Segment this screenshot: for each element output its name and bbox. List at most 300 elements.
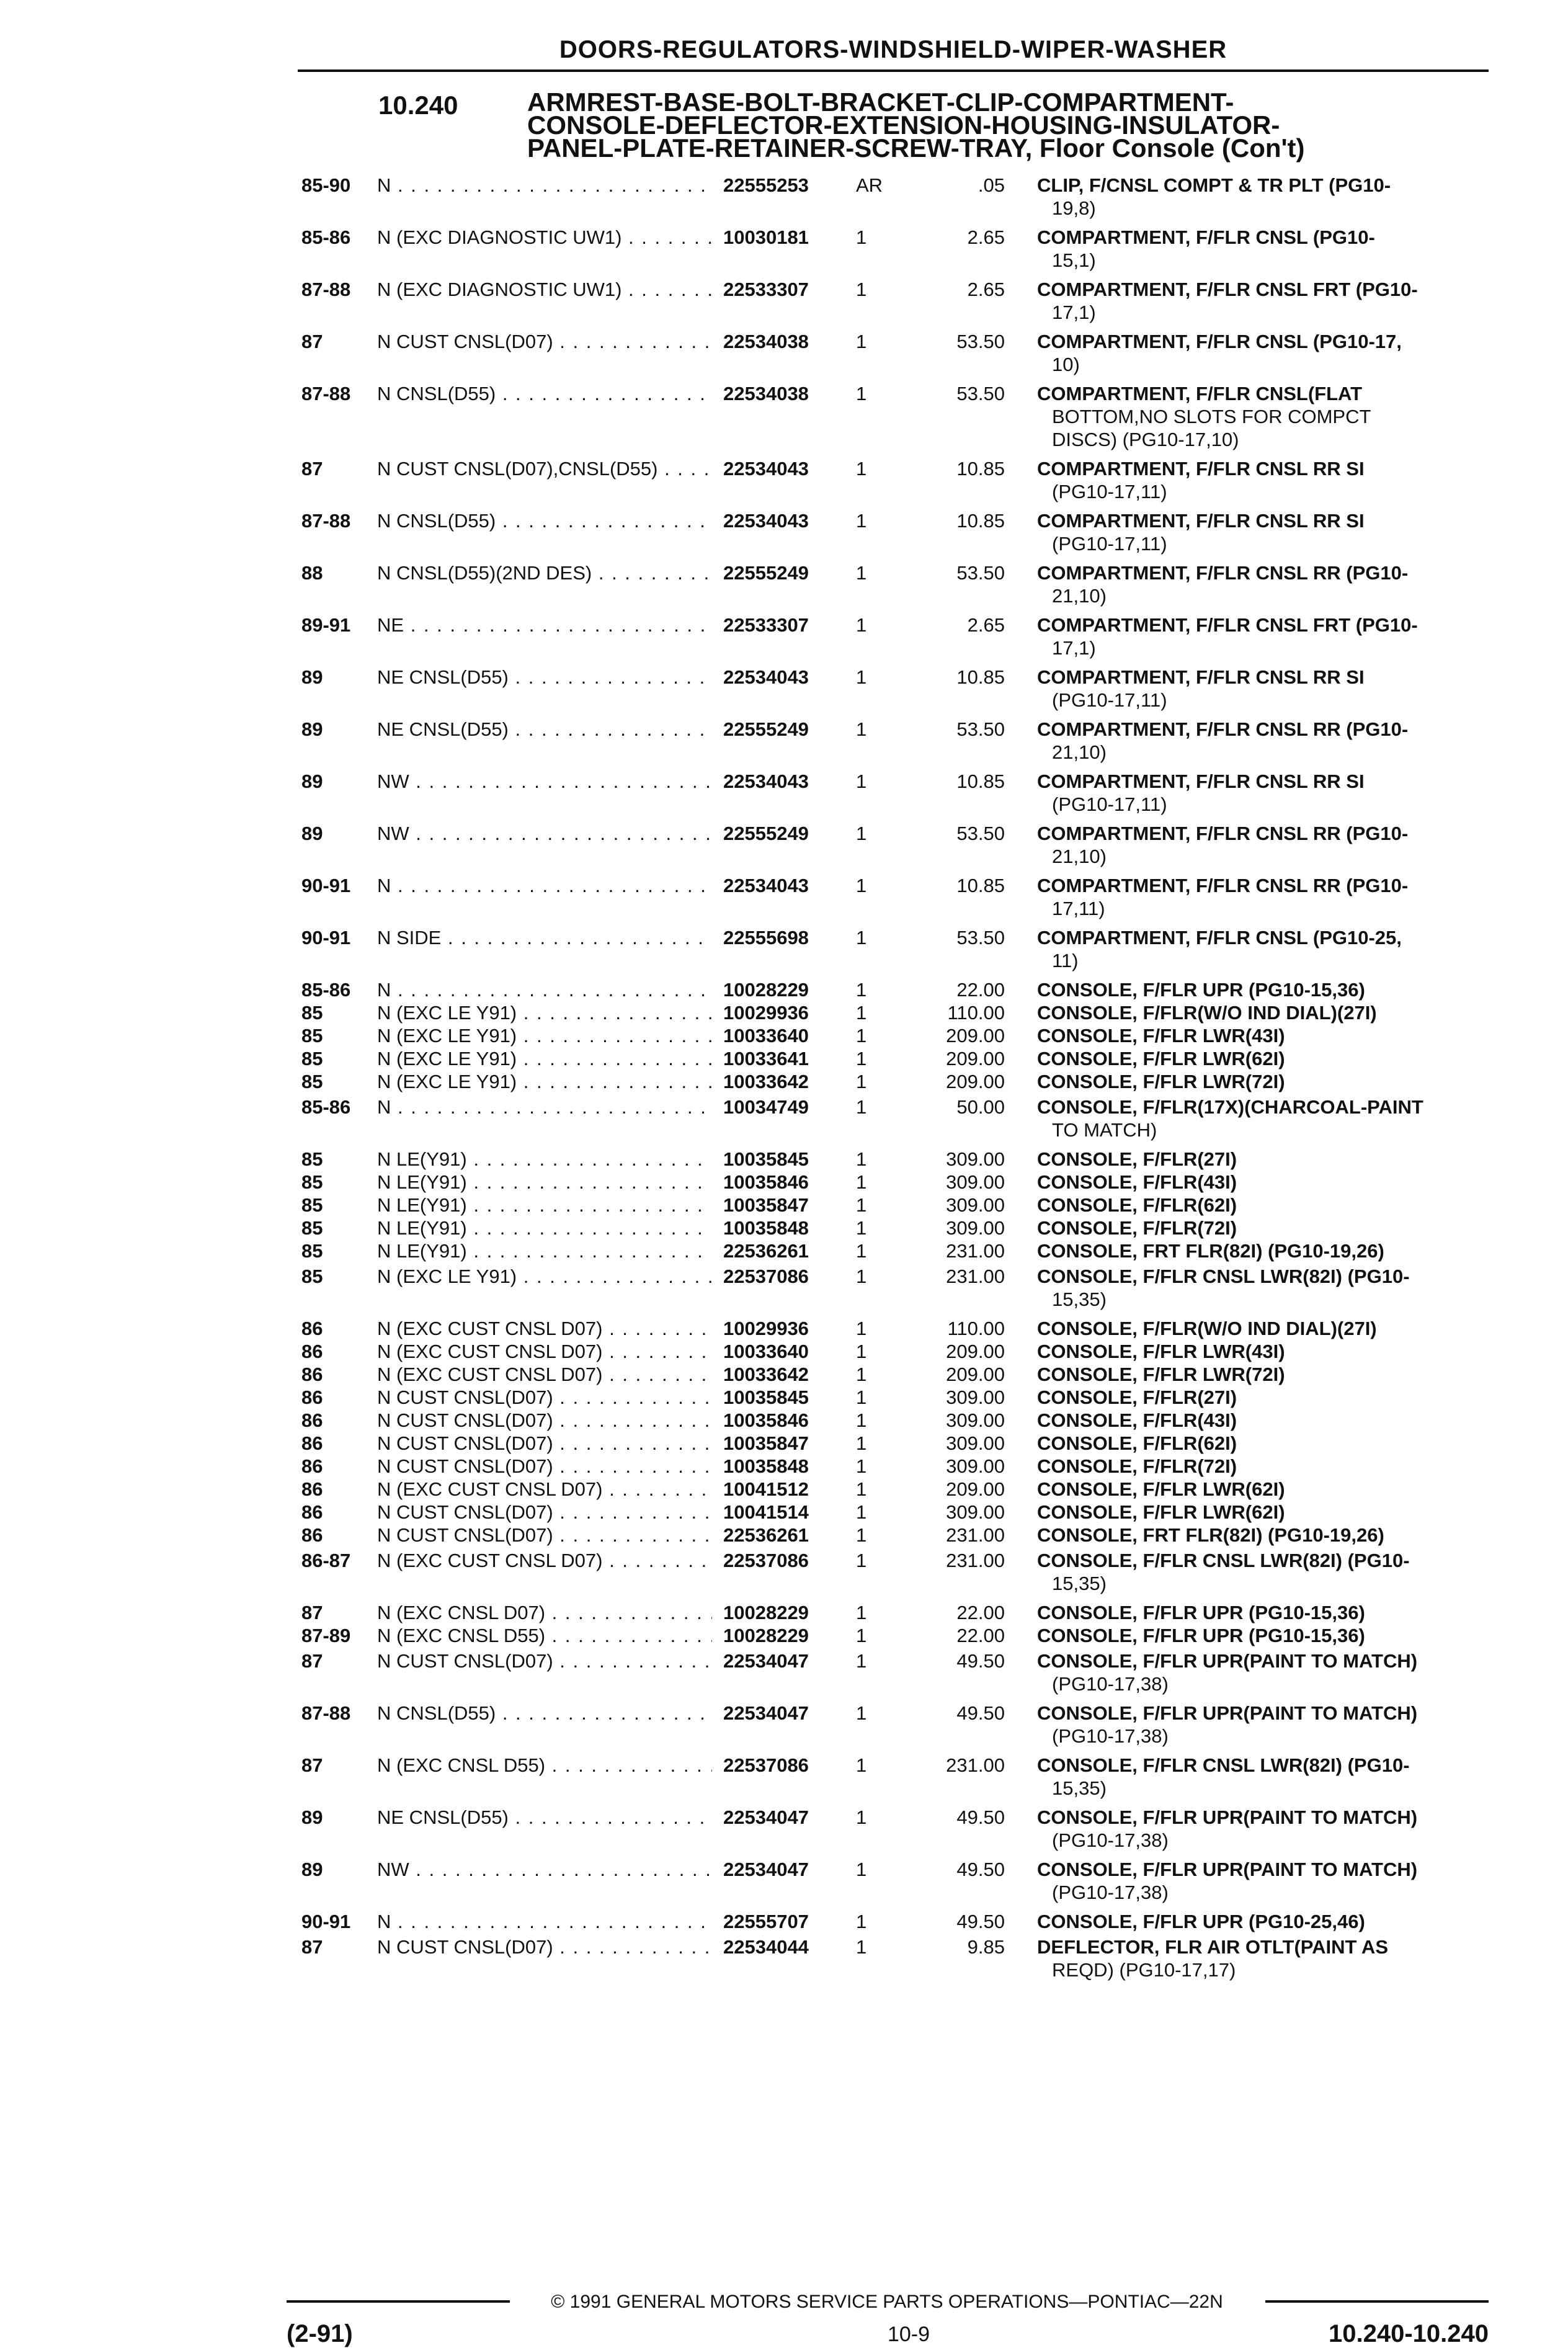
description-cell (1037, 1239, 1490, 1262)
description-line: 11) (1052, 950, 1079, 971)
quantity-cell: 1 (856, 1455, 867, 1477)
footer-divider-left (287, 2300, 510, 2303)
description-line: (PG10-17,38) (1052, 1882, 1169, 1903)
section-number: 10.240 (378, 91, 458, 120)
part-number-cell: 10033642 (723, 1071, 809, 1092)
description-line: DEFLECTOR, FLR AIR OTLT(PAINT AS (1037, 1936, 1388, 1958)
part-number-cell: 22534043 (723, 510, 809, 532)
description-cell (1037, 1624, 1490, 1647)
year-cell: 85-86 (301, 979, 351, 1001)
description-cell (1037, 1455, 1490, 1478)
description-cell (1037, 822, 1490, 868)
application-cell: N CNSL(D55) . . . (377, 509, 712, 532)
part-number-cell: 22555249 (723, 562, 809, 584)
quantity-cell: 1 (856, 1806, 867, 1828)
part-number-cell: 22537086 (723, 1550, 809, 1571)
description-line: REQD) (PG10-17,17) (1052, 1959, 1236, 1981)
application-cell: N (EXC CUST CNSL D07) . . . (377, 1340, 712, 1363)
price-cell: 22.00 (956, 1602, 1005, 1623)
description-line: CONSOLE, FRT FLR(82I) (PG10-19,26) (1037, 1240, 1384, 1262)
description-cell (1037, 1340, 1490, 1363)
year-cell: 88 (301, 562, 323, 584)
part-number-cell: 22536261 (723, 1240, 809, 1262)
price-cell: 53.50 (956, 383, 1005, 404)
description-line: CONSOLE, F/FLR CNSL LWR(82I) (PG10- (1037, 1754, 1410, 1776)
year-cell: 86 (301, 1455, 323, 1477)
quantity-cell: 1 (856, 875, 867, 896)
price-cell: 50.00 (956, 1096, 1005, 1118)
application-cell: NE CNSL(D55) . . . (377, 718, 712, 741)
part-number-cell: 22534043 (723, 875, 809, 896)
description-cell (1037, 457, 1490, 503)
quantity-cell: 1 (856, 1478, 867, 1500)
part-number-cell: 10028229 (723, 1602, 809, 1623)
description-line: TO MATCH) (1052, 1119, 1157, 1141)
application-cell: N (EXC LE Y91) . . . (377, 1001, 712, 1024)
description-line: 10) (1052, 354, 1080, 375)
quantity-cell: 1 (856, 1409, 867, 1431)
description-line: COMPARTMENT, F/FLR CNSL RR (PG10- (1037, 875, 1409, 896)
price-cell: 110.00 (947, 1318, 1005, 1339)
section-title-line: ARMREST-BASE-BOLT-BRACKET-CLIP-COMPARTMENT- (527, 87, 1234, 117)
application-cell: N CUST CNSL(D07) . . . (377, 1524, 712, 1547)
part-number-cell: 22537086 (723, 1754, 809, 1776)
quantity-cell: 1 (856, 1859, 867, 1880)
description-cell (1037, 770, 1490, 816)
part-number-cell: 10035846 (723, 1171, 809, 1193)
price-cell: 231.00 (946, 1550, 1005, 1571)
year-cell: 87-88 (301, 279, 351, 300)
year-cell: 86 (301, 1386, 323, 1408)
quantity-cell: 1 (856, 1217, 867, 1239)
description-line: 15,35) (1052, 1777, 1107, 1799)
quantity-cell: 1 (856, 1602, 867, 1623)
year-cell: 85-90 (301, 174, 351, 196)
description-line: 17,1) (1052, 637, 1096, 659)
description-cell (1037, 1317, 1490, 1340)
quantity-cell: 1 (856, 562, 867, 584)
description-line: COMPARTMENT, F/FLR CNSL RR (PG10- (1037, 823, 1409, 844)
part-number-cell: 10035848 (723, 1217, 809, 1239)
part-number-cell: 10029936 (723, 1318, 809, 1339)
description-line: CONSOLE, F/FLR UPR(PAINT TO MATCH) (1037, 1650, 1418, 1672)
quantity-cell: 1 (856, 458, 867, 480)
year-cell: 85 (301, 1048, 323, 1069)
description-cell (1037, 718, 1490, 764)
application-cell: N (EXC LE Y91) . . . (377, 1265, 712, 1288)
description-line: COMPARTMENT, F/FLR CNSL RR (PG10- (1037, 562, 1409, 584)
quantity-cell: 1 (856, 1364, 867, 1385)
application-cell: N CUST CNSL(D07) . . . (377, 1432, 712, 1455)
price-cell: 22.00 (956, 1625, 1005, 1646)
quantity-cell: 1 (856, 1048, 867, 1069)
description-cell (1037, 330, 1490, 376)
description-line: CONSOLE, F/FLR CNSL LWR(82I) (PG10- (1037, 1550, 1410, 1571)
description-cell (1037, 1070, 1490, 1093)
year-cell: 87-88 (301, 383, 351, 404)
description-cell (1037, 1171, 1490, 1194)
quantity-cell: 1 (856, 1650, 867, 1672)
year-cell: 85 (301, 1240, 323, 1262)
quantity-cell: 1 (856, 979, 867, 1001)
year-cell: 87-89 (301, 1625, 351, 1646)
application-cell: N (EXC CNSL D55) . . . (377, 1624, 712, 1647)
description-line: CONSOLE, F/FLR(W/O IND DIAL)(27I) (1037, 1002, 1377, 1024)
description-line: CONSOLE, F/FLR LWR(62I) (1037, 1501, 1285, 1523)
price-cell: 49.50 (956, 1650, 1005, 1672)
description-line: CONSOLE, F/FLR UPR (PG10-25,46) (1037, 1911, 1365, 1932)
description-cell (1037, 1386, 1490, 1409)
quantity-cell: 1 (856, 1266, 867, 1287)
description-line: CONSOLE, F/FLR LWR(62I) (1037, 1048, 1285, 1069)
price-cell: 209.00 (946, 1478, 1005, 1500)
year-cell: 85 (301, 1025, 323, 1047)
quantity-cell: 1 (856, 1524, 867, 1546)
description-line: CONSOLE, F/FLR UPR (PG10-15,36) (1037, 1625, 1365, 1646)
description-cell (1037, 382, 1490, 451)
year-cell: 86 (301, 1432, 323, 1454)
year-cell: 89-91 (301, 614, 351, 636)
quantity-cell: 1 (856, 1432, 867, 1454)
price-cell: 2.65 (967, 614, 1005, 636)
application-cell: N CUST CNSL(D07),CNSL(D55) . . . (377, 457, 712, 480)
year-cell: 90-91 (301, 927, 351, 949)
description-cell (1037, 1096, 1490, 1141)
price-cell: 110.00 (947, 1002, 1005, 1024)
section-title (527, 87, 1489, 163)
description-line: CONSOLE, F/FLR(W/O IND DIAL)(27I) (1037, 1318, 1377, 1339)
part-number-cell: 22534038 (723, 331, 809, 352)
application-cell: N . . . (377, 874, 712, 897)
year-cell: 87 (301, 1754, 323, 1776)
quantity-cell: 1 (856, 1625, 867, 1646)
description-line: CONSOLE, F/FLR LWR(62I) (1037, 1478, 1285, 1500)
description-line: CONSOLE, F/FLR(72I) (1037, 1455, 1237, 1477)
part-number-cell: 22555249 (723, 823, 809, 844)
description-line: CONSOLE, F/FLR(27I) (1037, 1386, 1237, 1408)
price-cell: 231.00 (946, 1266, 1005, 1287)
price-cell: 49.50 (956, 1859, 1005, 1880)
quantity-cell: 1 (856, 1025, 867, 1047)
description-line: CONSOLE, F/FLR UPR(PAINT TO MATCH) (1037, 1702, 1418, 1724)
quantity-cell: 1 (856, 1171, 867, 1193)
price-cell: 49.50 (956, 1911, 1005, 1932)
part-number-cell: 22534047 (723, 1859, 809, 1880)
part-number-cell: 10035845 (723, 1148, 809, 1170)
description-cell (1037, 226, 1490, 272)
description-cell (1037, 614, 1490, 659)
part-number-cell: 10033640 (723, 1025, 809, 1047)
footer-divider-right (1265, 2300, 1489, 2303)
footer-copyright: © 1991 GENERAL MOTORS SERVICE PARTS OPERATIONS—PONTIAC—22N (551, 2292, 1223, 2312)
description-cell (1037, 1024, 1490, 1047)
year-cell: 87 (301, 1936, 323, 1958)
part-number-cell: 10035845 (723, 1386, 809, 1408)
application-cell: N SIDE . . . (377, 926, 712, 949)
description-line: (PG10-17,38) (1052, 1725, 1169, 1747)
price-cell: 231.00 (946, 1240, 1005, 1262)
description-line: CONSOLE, F/FLR UPR (PG10-15,36) (1037, 1602, 1365, 1623)
part-number-cell: 22534043 (723, 666, 809, 688)
year-cell: 87 (301, 458, 323, 480)
price-cell: 49.50 (956, 1806, 1005, 1828)
year-cell: 90-91 (301, 875, 351, 896)
description-line: CONSOLE, F/FLR LWR(72I) (1037, 1071, 1285, 1092)
description-line: CONSOLE, F/FLR(62I) (1037, 1432, 1237, 1454)
application-cell: NW . . . (377, 822, 712, 845)
quantity-cell: 1 (856, 1318, 867, 1339)
price-cell: 309.00 (946, 1171, 1005, 1193)
description-cell (1037, 1524, 1490, 1547)
quantity-cell: 1 (856, 1911, 867, 1932)
year-cell: 87 (301, 331, 323, 352)
description-line: 21,10) (1052, 585, 1107, 607)
description-line: DISCS) (PG10-17,10) (1052, 429, 1239, 450)
application-cell: NE . . . (377, 614, 712, 636)
description-cell (1037, 926, 1490, 972)
application-cell: N CUST CNSL(D07) . . . (377, 330, 712, 353)
description-line: CONSOLE, F/FLR(43I) (1037, 1171, 1237, 1193)
price-cell: 231.00 (946, 1524, 1005, 1546)
year-cell: 85 (301, 1148, 323, 1170)
year-cell: 87-88 (301, 510, 351, 532)
description-line: CONSOLE, F/FLR UPR (PG10-15,36) (1037, 979, 1365, 1001)
description-cell (1037, 1265, 1490, 1311)
price-cell: 309.00 (946, 1148, 1005, 1170)
part-number-cell: 10029936 (723, 1002, 809, 1024)
quantity-cell: 1 (856, 1936, 867, 1958)
application-cell: N CNSL(D55)(2ND DES) . . . (377, 561, 712, 584)
year-cell: 85 (301, 1217, 323, 1239)
description-cell (1037, 1702, 1490, 1748)
application-cell: N (EXC CUST CNSL D07) . . . (377, 1549, 712, 1572)
price-cell: 309.00 (946, 1455, 1005, 1477)
quantity-cell: 1 (856, 279, 867, 300)
price-cell: 10.85 (956, 770, 1005, 792)
price-cell: 209.00 (946, 1341, 1005, 1362)
year-cell: 85 (301, 1266, 323, 1287)
price-cell: 309.00 (946, 1432, 1005, 1454)
part-number-cell: 22534043 (723, 458, 809, 480)
part-number-cell: 10028229 (723, 1625, 809, 1646)
price-cell: 9.85 (967, 1936, 1005, 1958)
application-cell: N . . . (377, 1096, 712, 1118)
description-line: 21,10) (1052, 741, 1107, 763)
quantity-cell: 1 (856, 770, 867, 792)
quantity-cell: 1 (856, 718, 867, 740)
quantity-cell: 1 (856, 666, 867, 688)
quantity-cell: 1 (856, 226, 867, 248)
application-cell: N LE(Y91) . . . (377, 1239, 712, 1262)
application-cell: NE CNSL(D55) . . . (377, 666, 712, 689)
description-cell (1037, 1363, 1490, 1386)
price-cell: 309.00 (946, 1386, 1005, 1408)
price-cell: 53.50 (956, 331, 1005, 352)
part-number-cell: 22555698 (723, 927, 809, 949)
description-cell (1037, 1549, 1490, 1595)
application-cell: N CUST CNSL(D07) . . . (377, 1935, 712, 1958)
price-cell: 209.00 (946, 1025, 1005, 1047)
year-cell: 86 (301, 1409, 323, 1431)
part-number-cell: 22533307 (723, 614, 809, 636)
year-cell: 85 (301, 1171, 323, 1193)
part-number-cell: 10033640 (723, 1341, 809, 1362)
price-cell: 309.00 (946, 1501, 1005, 1523)
year-cell: 85-86 (301, 226, 351, 248)
year-cell: 85 (301, 1071, 323, 1092)
application-cell: N (EXC CNSL D07) . . . (377, 1601, 712, 1624)
description-line: 15,1) (1052, 249, 1096, 271)
quantity-cell: 1 (856, 1702, 867, 1724)
description-line: COMPARTMENT, F/FLR CNSL FRT (PG10- (1037, 614, 1418, 636)
year-cell: 85 (301, 1194, 323, 1216)
part-number-cell: 22533307 (723, 279, 809, 300)
description-line: COMPARTMENT, F/FLR CNSL RR SI (1037, 666, 1365, 688)
price-cell: 309.00 (946, 1409, 1005, 1431)
description-line: CONSOLE, F/FLR(62I) (1037, 1194, 1237, 1216)
description-line: (PG10-17,11) (1052, 481, 1167, 502)
application-cell: N . . . (377, 978, 712, 1001)
part-number-cell: 22555249 (723, 718, 809, 740)
price-cell: 309.00 (946, 1194, 1005, 1216)
application-cell: N CUST CNSL(D07) . . . (377, 1409, 712, 1432)
application-cell: NE CNSL(D55) . . . (377, 1806, 712, 1829)
quantity-cell: 1 (856, 1341, 867, 1362)
description-cell (1037, 666, 1490, 712)
year-cell: 86 (301, 1318, 323, 1339)
description-line: COMPARTMENT, F/FLR CNSL (PG10- (1037, 226, 1375, 248)
application-cell: N (EXC CUST CNSL D07) . . . (377, 1317, 712, 1340)
application-cell: N (EXC DIAGNOSTIC UW1) . . . (377, 278, 712, 301)
description-line: CONSOLE, F/FLR LWR(43I) (1037, 1025, 1285, 1047)
description-line: COMPARTMENT, F/FLR CNSL (PG10-17, (1037, 331, 1402, 352)
part-number-cell: 10035847 (723, 1194, 809, 1216)
quantity-cell: 1 (856, 1550, 867, 1571)
description-cell (1037, 1601, 1490, 1624)
year-cell: 89 (301, 1859, 323, 1880)
description-line: 21,10) (1052, 846, 1107, 867)
quantity-cell: 1 (856, 1148, 867, 1170)
price-cell: 49.50 (956, 1702, 1005, 1724)
part-number-cell: 22537086 (723, 1266, 809, 1287)
price-cell: 231.00 (946, 1754, 1005, 1776)
year-cell: 90-91 (301, 1911, 351, 1932)
quantity-cell: AR (856, 174, 883, 196)
description-line: 15,35) (1052, 1573, 1107, 1594)
part-number-cell: 10033641 (723, 1048, 809, 1069)
year-cell: 87 (301, 1602, 323, 1623)
footer-section-range: 10.240-10.240 (1328, 2320, 1489, 2347)
description-line: CONSOLE, F/FLR LWR(43I) (1037, 1341, 1285, 1362)
description-cell (1037, 1858, 1490, 1904)
application-cell: N LE(Y91) . . . (377, 1216, 712, 1239)
quantity-cell: 1 (856, 1386, 867, 1408)
price-cell: 2.65 (967, 279, 1005, 300)
part-number-cell: 22555707 (723, 1911, 809, 1932)
year-cell: 86 (301, 1364, 323, 1385)
description-cell (1037, 1501, 1490, 1524)
description-cell (1037, 1194, 1490, 1216)
year-cell: 89 (301, 666, 323, 688)
header-divider (298, 69, 1489, 72)
application-cell: N (EXC CUST CNSL D07) . . . (377, 1478, 712, 1501)
description-cell (1037, 561, 1490, 607)
quantity-cell: 1 (856, 510, 867, 532)
description-cell (1037, 174, 1490, 220)
price-cell: 10.85 (956, 458, 1005, 480)
description-cell (1037, 1910, 1490, 1933)
quantity-cell: 1 (856, 823, 867, 844)
price-cell: 10.85 (956, 875, 1005, 896)
description-cell (1037, 1148, 1490, 1171)
part-number-cell: 10033642 (723, 1364, 809, 1385)
year-cell: 86 (301, 1524, 323, 1546)
price-cell: 10.85 (956, 666, 1005, 688)
application-cell: N (EXC CUST CNSL D07) . . . (377, 1363, 712, 1386)
footer-revision-date: (2-91) (287, 2320, 353, 2347)
price-cell: 53.50 (956, 823, 1005, 844)
year-cell: 86 (301, 1341, 323, 1362)
description-line: 17,11) (1052, 898, 1105, 919)
application-cell: N (EXC LE Y91) . . . (377, 1047, 712, 1070)
quantity-cell: 1 (856, 1096, 867, 1118)
quantity-cell: 1 (856, 1071, 867, 1092)
application-cell: N (EXC DIAGNOSTIC UW1) . . . (377, 226, 712, 249)
description-cell (1037, 1478, 1490, 1501)
description-line: COMPARTMENT, F/FLR CNSL(FLAT (1037, 383, 1363, 404)
application-cell: N . . . (377, 174, 712, 197)
description-line: CONSOLE, F/FLR CNSL LWR(82I) (PG10- (1037, 1266, 1410, 1287)
part-number-cell: 22534047 (723, 1650, 809, 1672)
year-cell: 86 (301, 1501, 323, 1523)
part-number-cell: 10035848 (723, 1455, 809, 1477)
description-line: CONSOLE, FRT FLR(82I) (PG10-19,26) (1037, 1524, 1384, 1546)
description-line: CONSOLE, F/FLR(27I) (1037, 1148, 1237, 1170)
application-cell: N LE(Y91) . . . (377, 1148, 712, 1171)
part-number-cell: 22534043 (723, 770, 809, 792)
part-number-cell: 22534038 (723, 383, 809, 404)
part-number-cell: 10035847 (723, 1432, 809, 1454)
price-cell: 2.65 (967, 226, 1005, 248)
year-cell: 85-86 (301, 1096, 351, 1118)
part-number-cell: 22536261 (723, 1524, 809, 1546)
description-line: COMPARTMENT, F/FLR CNSL (PG10-25, (1037, 927, 1402, 949)
quantity-cell: 1 (856, 1501, 867, 1523)
part-number-cell: 22534044 (723, 1936, 809, 1958)
application-cell: N CUST CNSL(D07) . . . (377, 1501, 712, 1524)
year-cell: 89 (301, 770, 323, 792)
price-cell: 53.50 (956, 562, 1005, 584)
application-cell: N CUST CNSL(D07) . . . (377, 1386, 712, 1409)
application-cell: N . . . (377, 1910, 712, 1933)
description-line: CONSOLE, F/FLR UPR(PAINT TO MATCH) (1037, 1859, 1418, 1880)
section-title-line: CONSOLE-DEFLECTOR-EXTENSION-HOUSING-INSULATOR- (527, 110, 1280, 140)
application-cell: NW . . . (377, 1858, 712, 1881)
price-cell: 209.00 (946, 1048, 1005, 1069)
quantity-cell: 1 (856, 614, 867, 636)
description-line: COMPARTMENT, F/FLR CNSL RR SI (1037, 770, 1365, 792)
description-line: COMPARTMENT, F/FLR CNSL RR (PG10- (1037, 718, 1409, 740)
section-title-line: PANEL-PLATE-RETAINER-SCREW-TRAY, Floor Console (Con't) (527, 133, 1305, 163)
footer-page-number: 10-9 (887, 2323, 930, 2346)
part-number-cell: 10028229 (723, 979, 809, 1001)
description-line: CLIP, F/CNSL COMPT & TR PLT (PG10- (1037, 174, 1391, 196)
year-cell: 87 (301, 1650, 323, 1672)
description-line: (PG10-17,11) (1052, 689, 1167, 711)
description-line: (PG10-17,11) (1052, 533, 1167, 555)
description-line: (PG10-17,11) (1052, 793, 1167, 815)
year-cell: 89 (301, 718, 323, 740)
